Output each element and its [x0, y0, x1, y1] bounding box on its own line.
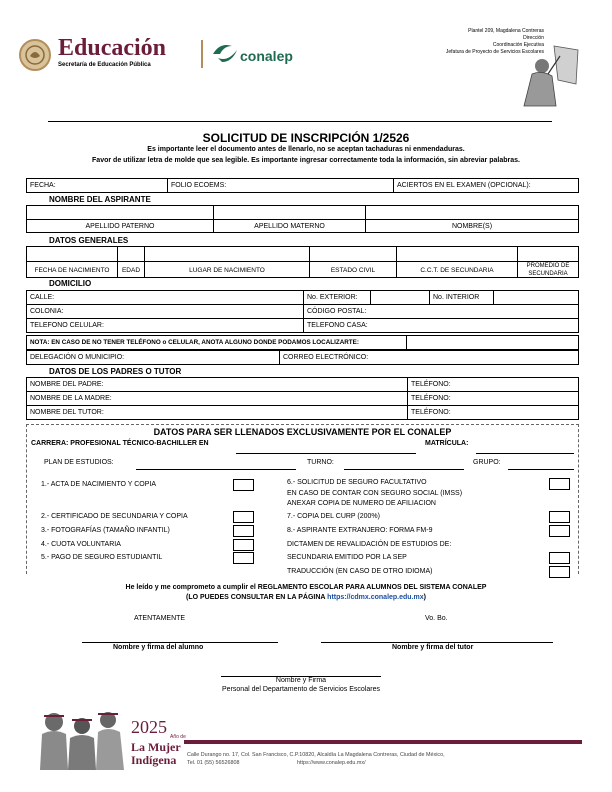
plan-line [136, 469, 296, 470]
codigo-postal-field[interactable] [303, 304, 579, 319]
doc-item-6-note-1: EN CASO DE CONTAR CON SEGURO SOCIAL (IMSS) [287, 490, 463, 497]
padres-heading: DATOS DE LOS PADRES O TUTOR [49, 367, 182, 376]
compromiso-line-1: He leído y me comprometo a cumplir el REGLAMENTO ESCOLAR PARA ALUMNOS DEL SISTEMA CONALEP [125, 584, 487, 591]
nombres-label: NOMBRE(S) [365, 219, 579, 233]
plantel-line-2: Dirección [523, 35, 544, 41]
doc-checkbox-7[interactable] [549, 511, 570, 523]
doc-item-7: 7.- COPIA DEL CURP (200%) [287, 513, 380, 520]
compromiso-line-2 [0, 594, 612, 601]
vobo-label: Vo. Bo. [425, 615, 448, 622]
doc-checkbox-1[interactable] [233, 479, 254, 491]
correo-label: CORREO ELECTRÓNICO: [283, 354, 369, 361]
compromiso-prefix: (LO PUEDES CONSULTAR EN LA PÁGINA [186, 594, 328, 601]
doc-item-4: 4.- CUOTA VOLUNTARIA [41, 541, 121, 548]
doc-item-6-note-2: ANEXAR COPIA DE NUMERO DE AFILIACION [287, 500, 436, 507]
tutor-signature-line[interactable] [321, 642, 553, 643]
telefono-casa-label: TELEFONO CASA: [307, 322, 368, 329]
compromiso-suffix: ) [423, 594, 426, 601]
telefono-celular-field[interactable] [26, 318, 304, 333]
atentamente-label: ATENTAMENTE [134, 615, 186, 622]
apellido-materno-input[interactable] [213, 205, 366, 220]
header-rule [48, 121, 552, 122]
nota-field [26, 335, 407, 350]
apellido-paterno-label: APELLIDO PATERNO [26, 219, 214, 233]
telefono-celular-label: TELEFONO CELULAR: [30, 322, 104, 329]
tutor-telefono-field[interactable] [407, 405, 579, 420]
footer-illustration [36, 704, 128, 770]
traduccion-label: TRADUCCIÓN (EN CASO DE OTRO IDIOMA) [287, 568, 433, 575]
correo-field[interactable] [279, 350, 579, 365]
footer-mujer: La Mujer [131, 740, 181, 754]
tutor-signature-label: Nombre y firma del tutor [392, 644, 474, 651]
edad-input[interactable] [117, 246, 145, 262]
footer-year: 2025 [131, 717, 167, 737]
padre-telefono-label: TELÉFONO: [411, 381, 451, 388]
apellido-paterno-input[interactable] [26, 205, 214, 220]
fecha-nacimiento-input[interactable] [26, 246, 118, 262]
footer-bar [184, 740, 582, 744]
dictamen-sep-label: SECUNDARIA EMITIDO POR LA SEP [287, 554, 407, 561]
telefono-casa-field[interactable] [303, 318, 579, 333]
footer-address: Calle Durango no. 17, Col. San Francisco, C.P.10820, Alcaldía La Magdalena Contreras, Ciudad de México, [187, 752, 445, 758]
apellido-materno-label: APELLIDO MATERNO [213, 219, 366, 233]
doc-item-8: 8.- ASPIRANTE EXTRANJERO: FORMA FM-9 [287, 527, 433, 534]
alumno-signature-label: Nombre y firma del alumno [113, 644, 204, 651]
doc-checkbox-5[interactable] [233, 552, 254, 564]
tutor-label: NOMBRE DEL TUTOR: [30, 409, 104, 416]
doc-checkbox-4[interactable] [233, 539, 254, 551]
turno-label: TURNO: [307, 459, 334, 466]
footer-web-link[interactable]: https://www.conalep.edu.mx/ [297, 760, 366, 766]
promedio-input[interactable] [517, 246, 579, 262]
dictamen-sep-checkbox[interactable] [549, 552, 570, 564]
aspirante-heading: NOMBRE DEL ASPIRANTE [49, 195, 151, 204]
tutor-field[interactable] [26, 405, 408, 420]
grupo-line [508, 469, 574, 470]
plantel-line-1: Plantel 209, Magdalena Contreras [468, 28, 544, 34]
traduccion-checkbox[interactable] [549, 566, 570, 578]
tutor-telefono-label: TELÉFONO: [411, 409, 451, 416]
no-interior-label: No. INTERIOR [433, 294, 480, 301]
plantel-line-3: Coordinación Ejecutiva [492, 42, 544, 48]
doc-item-1: 1.- ACTA DE NACIMIENTO Y COPIA [41, 481, 157, 488]
promedio-label: PROMEDIO DE SECUNDARIA [517, 261, 579, 278]
matricula-line [476, 453, 574, 454]
cct-label: C.C.T. DE SECUNDARIA [396, 261, 518, 278]
doc-checkbox-8[interactable] [549, 525, 570, 537]
footer-indigena: Indígena [131, 753, 177, 767]
fecha-field[interactable] [26, 178, 168, 193]
plan-label: PLAN DE ESTUDIOS: [44, 459, 114, 466]
codigo-postal-label: CÓDIGO POSTAL: [307, 308, 367, 315]
edad-label: EDAD [117, 261, 145, 278]
carrera-label: CARRERA: PROFESIONAL TÉCNICO-BACHILLER EN [31, 440, 209, 447]
calle-label: CALLE: [30, 294, 55, 301]
domicilio-heading: DOMICILIO [49, 279, 92, 288]
madre-telefono-field[interactable] [407, 391, 579, 406]
partner-name: conalep [240, 48, 293, 64]
no-interior-input[interactable] [493, 290, 579, 305]
colonia-field[interactable] [26, 304, 304, 319]
doc-checkbox-6[interactable] [549, 478, 570, 490]
fecha-label: FECHA: [30, 182, 56, 189]
dictamen-label: DICTAMEN DE REVALIDACIÓN DE ESTUDIOS DE: [287, 541, 452, 548]
delegacion-field[interactable] [26, 350, 280, 365]
turno-line [344, 469, 464, 470]
form-title: SOLICITUD DE INSCRIPCIÓN 1/2526 [202, 131, 410, 145]
matricula-label: MATRÍCULA: [425, 440, 469, 447]
carrera-line [236, 453, 416, 454]
delegacion-label: DELEGACIÓN O MUNICIPIO: [30, 354, 125, 361]
doc-item-2: 2.- CERTIFICADO DE SECUNDARIA Y COPIA [41, 513, 188, 520]
alumno-signature-line[interactable] [82, 642, 278, 643]
estado-civil-input[interactable] [309, 246, 397, 262]
madre-field[interactable] [26, 391, 408, 406]
padre-label: NOMBRE DEL PADRE: [30, 381, 104, 388]
no-exterior-field[interactable] [303, 290, 371, 305]
nombres-input[interactable] [365, 205, 579, 220]
notice-1: Es importante leer el documento antes de llenarlo, no se aceptan tachaduras ni enmendaduras. [147, 146, 465, 153]
aciertos-field[interactable] [393, 178, 579, 193]
lugar-nacimiento-input[interactable] [144, 246, 310, 262]
doc-item-3: 3.- FOTOGRAFÍAS (TAMAÑO INFANTIL) [41, 527, 170, 534]
brand-name: Educación [58, 35, 167, 61]
doc-item-5: 5.- PAGO DE SEGURO ESTUDIANTIL [41, 554, 163, 561]
generales-heading: DATOS GENERALES [49, 236, 129, 245]
footer-phone: Tel. 01 (55) 56526808 [187, 760, 240, 766]
folio-label: FOLIO ECOEMS: [171, 182, 227, 189]
plantel-line-4: Jefatura de Proyecto de Servicios Escolares [445, 49, 544, 55]
colonia-label: COLONIA: [30, 308, 64, 315]
heroine-illustration [514, 44, 580, 110]
aciertos-label: ACIERTOS EN EL EXAMEN (OPCIONAL): [397, 182, 531, 189]
calle-field[interactable] [26, 290, 304, 305]
doc-checkbox-3[interactable] [233, 525, 254, 537]
personal-label: Personal del Departamento de Servicios Escolares [222, 686, 380, 693]
madre-telefono-label: TELÉFONO: [411, 395, 451, 402]
sep-emblem [18, 38, 52, 72]
cct-input[interactable] [396, 246, 518, 262]
conalep-logo-icon [210, 40, 240, 64]
padre-telefono-field[interactable] [407, 377, 579, 392]
lugar-nacimiento-label: LUGAR DE NACIMIENTO [144, 261, 310, 278]
brand-subtitle: Secretaría de Educación Pública [58, 62, 151, 68]
folio-field[interactable] [167, 178, 394, 193]
estado-civil-label: ESTADO CIVIL [309, 261, 397, 278]
grupo-label: GRUPO: [473, 459, 501, 466]
notice-2: Favor de utilizar letra de molde que sea legible. Es importante ingresar correctamente toda la información, sin abreviar palabras. [92, 157, 520, 164]
padre-field[interactable] [26, 377, 408, 392]
nombre-firma-label: Nombre y Firma [275, 677, 327, 684]
conalep-heading: DATOS PARA SER LLENADOS EXCLUSIVAMENTE POR EL CONALEP [153, 427, 452, 437]
doc-checkbox-2[interactable] [233, 511, 254, 523]
madre-label: NOMBRE DE LA MADRE: [30, 395, 112, 402]
reglamento-link[interactable]: https://cdmx.conalep.edu.mx [327, 594, 424, 601]
no-exterior-label: No. EXTERIOR: [307, 294, 358, 301]
no-interior-field[interactable] [429, 290, 494, 305]
brand-divider [201, 40, 203, 68]
fecha-nacimiento-label: FECHA DE NACIMIENTO [26, 261, 118, 278]
doc-item-6: 6.- SOLICITUD DE SEGURO FACULTATIVO [287, 479, 427, 486]
nota-label: NOTA: EN CASO DE NO TENER TELÉFONO o CELULAR, ANOTA ALGUNO DONDE PODAMOS LOCALIZARTE: [30, 339, 359, 346]
footer-year-caption: Año de [170, 734, 186, 740]
nota-input[interactable] [406, 335, 579, 350]
no-exterior-input[interactable] [370, 290, 430, 305]
